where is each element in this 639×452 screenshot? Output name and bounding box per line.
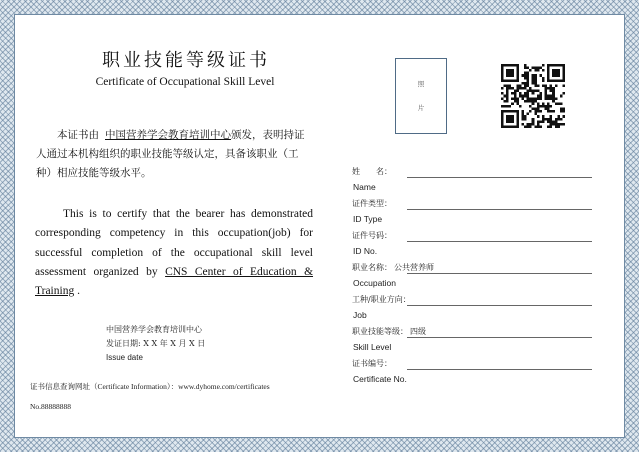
- chinese-statement: [36, 126, 314, 183]
- english-statement-end: .: [77, 285, 80, 298]
- field-row: [352, 196, 592, 228]
- field-label-cn: 工种/职业方向：: [352, 295, 411, 304]
- field-underline: [407, 369, 592, 370]
- title-english: Certificate of Occupational Skill Level: [95, 76, 275, 88]
- issue-date: 发证日期: X X 年 X 月 X 日: [106, 339, 206, 348]
- english-issuing-org: CNS Center of Education & Training: [35, 265, 314, 298]
- certificate-info-url: 证书信息查询网址（Certificate Information）：www.dyhome.com/certificates: [30, 382, 270, 391]
- english-statement-text: This is to certify that the bearer has demonstrated corresponding competency in this occupation(job) for successful completion of the occupational skill level assessment organized by: [35, 208, 313, 278]
- field-underline: [407, 241, 592, 242]
- field-underline: [407, 273, 592, 274]
- field-label-en: ID Type: [353, 214, 383, 224]
- certificate-serial-number: No.88888888: [30, 402, 72, 411]
- field-row: [352, 164, 592, 196]
- field-label-cn: 姓 名：: [352, 167, 392, 176]
- field-label-en: Job: [353, 310, 367, 320]
- field-label-en: Certificate No.: [353, 374, 407, 384]
- issuer-name: 中国营养学会教育培训中心: [106, 325, 202, 334]
- field-label-en: ID No.: [353, 246, 378, 256]
- photo-label-bottom: 片: [417, 104, 425, 112]
- field-label-cn: 证书编号：: [352, 359, 392, 368]
- field-row: [352, 228, 592, 260]
- qr-code-icon: [501, 64, 565, 128]
- title-chinese: 职业技能等级证书: [102, 50, 270, 71]
- photo-label-top: 照: [417, 80, 425, 88]
- field-label-cn: 职业技能等级：: [352, 327, 408, 336]
- english-statement: [35, 205, 313, 301]
- field-row: [352, 292, 592, 324]
- issuer-block: [106, 323, 205, 365]
- field-label-cn: 职业名称：: [352, 263, 392, 272]
- field-row: [352, 356, 592, 388]
- photo-placeholder: [395, 58, 447, 134]
- issue-date-label: Issue date: [106, 353, 143, 362]
- field-label-en: Occupation: [353, 278, 396, 288]
- chinese-statement-rest: 颁发，表明持证人通过本机构组织的职业技能等级认定，具备该职业（工种）相应技能等级水平。: [36, 129, 305, 179]
- field-label-en: Skill Level: [353, 342, 392, 352]
- field-row: [352, 260, 592, 292]
- field-label-cn: 证件类型：: [352, 199, 392, 208]
- chinese-statement-prefix: 本证书由: [57, 129, 99, 141]
- field-underline: [407, 209, 592, 210]
- personal-info-fields: [352, 164, 592, 388]
- field-row: [352, 324, 592, 356]
- field-underline: [407, 305, 592, 306]
- field-value: 四级: [410, 327, 426, 336]
- chinese-issuing-org: 中国营养学会教育培训中心: [105, 129, 231, 141]
- field-underline: [407, 337, 592, 338]
- field-label-cn: 证件号码：: [352, 231, 392, 240]
- field-label-en: Name: [353, 182, 376, 192]
- field-value: 公共营养师: [394, 263, 434, 272]
- field-underline: [407, 177, 592, 178]
